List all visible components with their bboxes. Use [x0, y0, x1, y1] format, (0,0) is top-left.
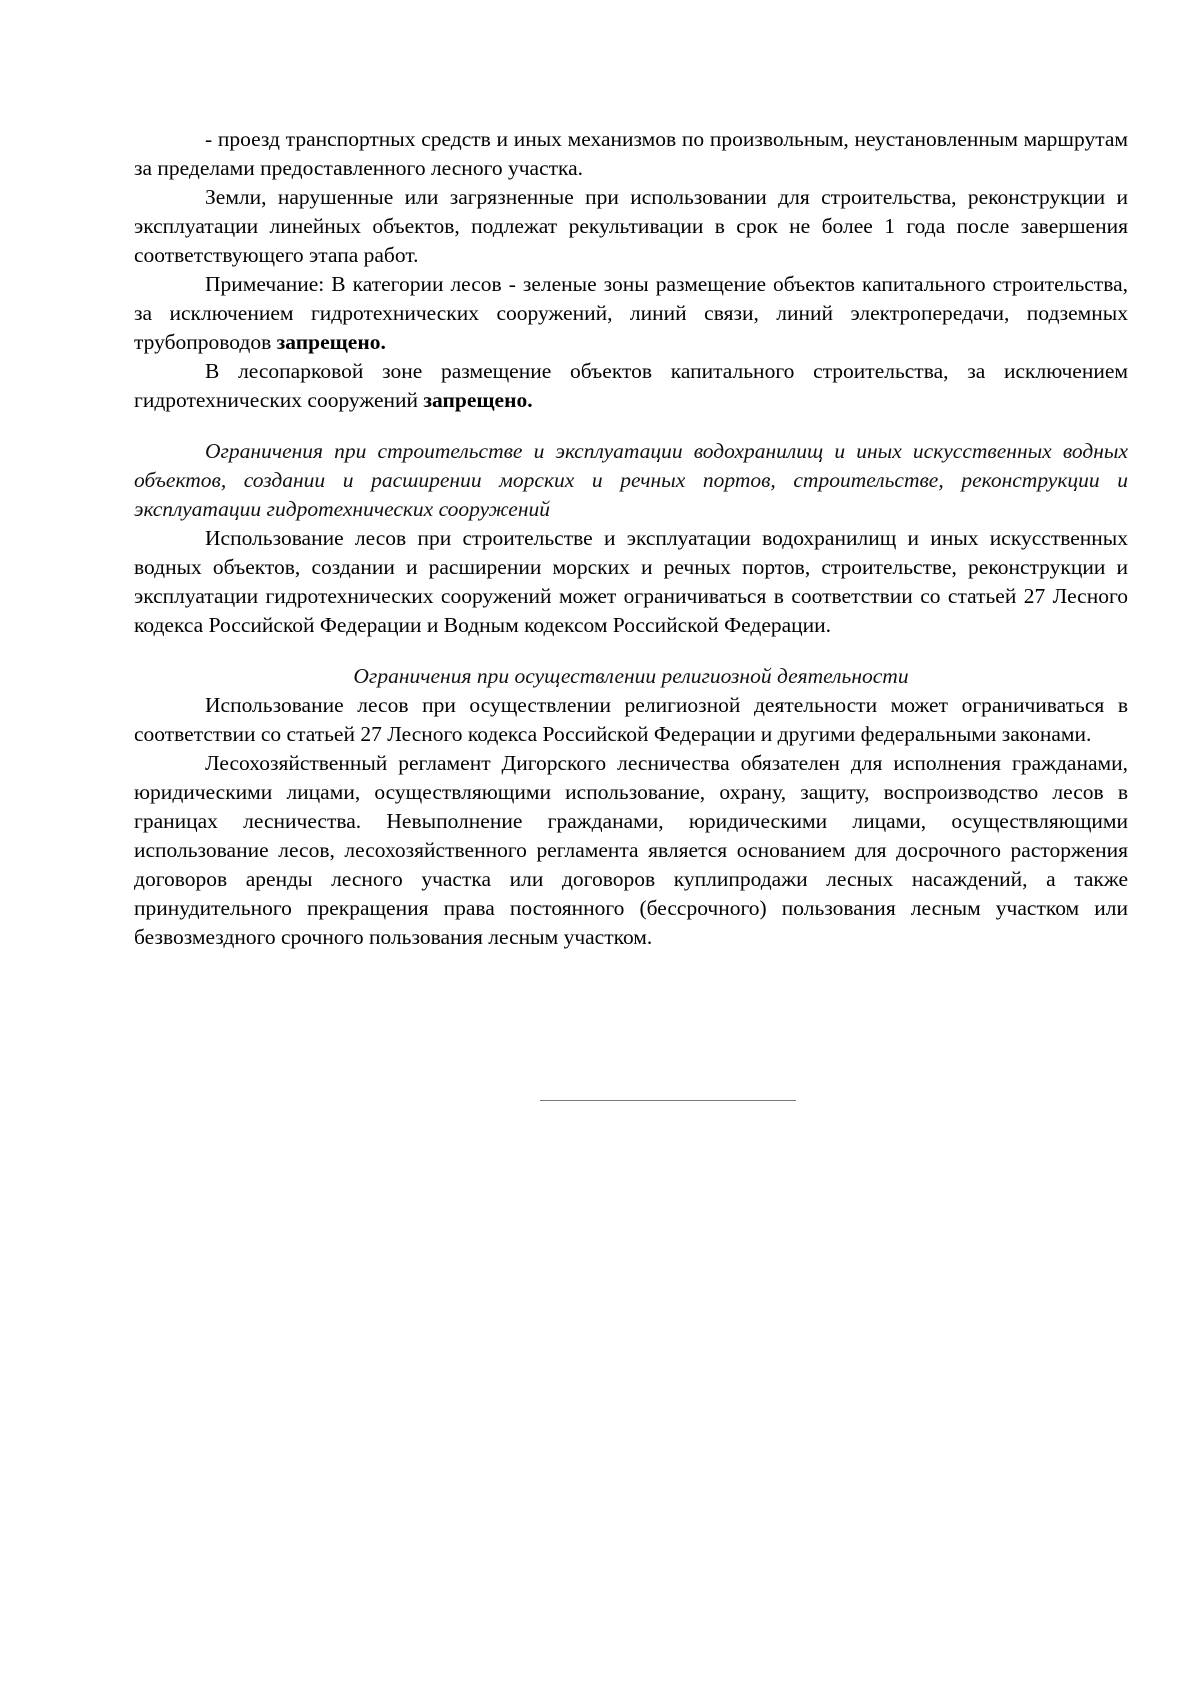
- paragraph-religious: Использование лесов при осуществлении религиозной деятельности может ограничиваться в соответствии со статьей 27 Лесного кодекса Российской Федерации и другими федеральными законами.: [134, 693, 1128, 746]
- paragraph-forest-park-text: В лесопарковой зоне размещение объектов капитального строительства, за исключением гидротехнических сооружений: [134, 359, 1128, 412]
- paragraph-forest-park-zone: [134, 357, 1128, 415]
- paragraph-vehicle-restriction: - проезд транспортных средств и иных механизмов по произвольным, неустановленным маршрутам за пределами предоставленного лесного участка.: [134, 127, 1128, 180]
- paragraph-green-zone-note: [134, 270, 1128, 357]
- prohibited-label: запрещено.: [276, 330, 386, 354]
- paragraph-land-recultivation: Земли, нарушенные или загрязненные при использовании для строительства, реконструкции и эксплуатации линейных объектов, подлежат рекультивации в срок не более 1 года после завершения соответствующего этапа работ.: [134, 185, 1128, 267]
- paragraph-green-zone-text: Примечание: В категории лесов - зеленые зоны размещение объектов капитального строительства, за исключением гидротехнических сооружений, линий связи, линий электропередачи, подземных трубопроводов: [134, 272, 1128, 354]
- prohibited-label: запрещено.: [423, 388, 533, 412]
- section-heading-religious: Ограничения при осуществлении религиозной деятельности: [353, 664, 909, 688]
- spacer: [134, 640, 1128, 662]
- section-heading-reservoirs: Ограничения при строительстве и эксплуатации водохранилищ и иных искусственных водных объектов, создании и расширении морских и речных портов, строительстве, реконструкции и эксплуатации гидротехнических сооружений: [134, 439, 1128, 521]
- spacer: [134, 415, 1128, 437]
- end-divider-line: [540, 1100, 796, 1101]
- document-page: [134, 125, 1128, 952]
- paragraph-regulation-binding: Лесохозяйственный регламент Дигорского лесничества обязателен для исполнения гражданами, юридическими лицами, осуществляющими использование, охрану, защиту, воспроизводство лесов в границах лесничества. Невыполнение гражданами, юридическими лицами, осуществляющими использование лесов, лесохозяйственного регламента является основанием для досрочного расторжения договоров аренды лесного участка или договоров куплипродажи лесных насаждений, а также принудительного прекращения права постоянного (бессрочного) пользования лесным участком или безвозмездного срочного пользования лесным участком.: [134, 751, 1128, 949]
- paragraph-reservoirs: Использование лесов при строительстве и эксплуатации водохранилищ и иных искусственных водных объектов, создании и расширении морских и речных портов, строительстве, реконструкции и эксплуатации гидротехнических сооружений может ограничиваться в соответствии со статьей 27 Лесного кодекса Российской Федерации и Водным кодексом Российской Федерации.: [134, 526, 1128, 637]
